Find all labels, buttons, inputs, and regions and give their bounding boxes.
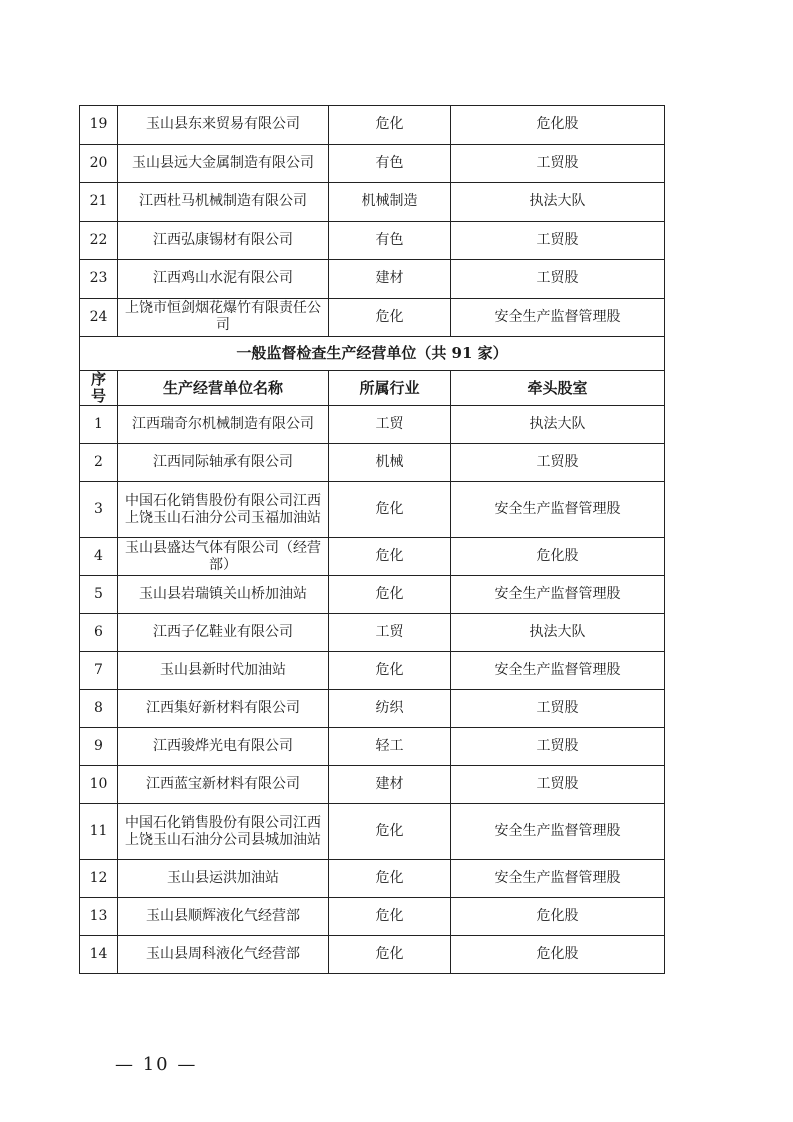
row-number: 1	[80, 406, 118, 444]
lead-department: 危化股	[451, 936, 665, 974]
lead-department: 工贸股	[451, 260, 665, 299]
lead-department: 工贸股	[451, 766, 665, 804]
row-number: 2	[80, 444, 118, 482]
header-no: 序号	[80, 371, 118, 406]
table-row	[80, 576, 665, 614]
lead-department: 执法大队	[451, 614, 665, 652]
table-row	[80, 538, 665, 576]
unit-name: 玉山县盛达气体有限公司（经营部）	[118, 538, 329, 576]
unit-name: 江西蓝宝新材料有限公司	[118, 766, 329, 804]
row-number: 21	[80, 183, 118, 222]
unit-name: 江西同际轴承有限公司	[118, 444, 329, 482]
table-row	[80, 652, 665, 690]
row-number: 7	[80, 652, 118, 690]
unit-name: 上饶市恒剑烟花爆竹有限责任公司	[118, 298, 329, 337]
table-row	[80, 406, 665, 444]
lead-department: 危化股	[451, 538, 665, 576]
row-number: 12	[80, 860, 118, 898]
unit-name: 中国石化销售股份有限公司江西上饶玉山石油分公司玉福加油站	[118, 482, 329, 538]
unit-name: 江西鸡山水泥有限公司	[118, 260, 329, 299]
row-number: 14	[80, 936, 118, 974]
industry: 机械制造	[329, 183, 451, 222]
industry: 危化	[329, 106, 451, 145]
row-number: 8	[80, 690, 118, 728]
industry: 危化	[329, 576, 451, 614]
inspection-table	[79, 105, 665, 974]
lead-department: 安全生产监督管理股	[451, 298, 665, 337]
unit-name: 江西集好新材料有限公司	[118, 690, 329, 728]
lead-department: 安全生产监督管理股	[451, 860, 665, 898]
industry: 危化	[329, 538, 451, 576]
unit-name: 玉山县顺辉液化气经营部	[118, 898, 329, 936]
header-industry: 所属行业	[329, 371, 451, 406]
lead-department: 安全生产监督管理股	[451, 576, 665, 614]
industry: 轻工	[329, 728, 451, 766]
unit-name: 江西杜马机械制造有限公司	[118, 183, 329, 222]
unit-name: 中国石化销售股份有限公司江西上饶玉山石油分公司县城加油站	[118, 804, 329, 860]
unit-name: 江西瑞奇尔机械制造有限公司	[118, 406, 329, 444]
section-title-row	[80, 337, 665, 371]
unit-name: 江西骏烨光电有限公司	[118, 728, 329, 766]
industry: 建材	[329, 260, 451, 299]
table-row	[80, 804, 665, 860]
industry: 危化	[329, 898, 451, 936]
table-row	[80, 728, 665, 766]
lead-department: 危化股	[451, 898, 665, 936]
lead-department: 工贸股	[451, 728, 665, 766]
industry: 危化	[329, 482, 451, 538]
unit-name: 江西子亿鞋业有限公司	[118, 614, 329, 652]
lead-department: 执法大队	[451, 183, 665, 222]
row-number: 13	[80, 898, 118, 936]
table-row	[80, 766, 665, 804]
row-number: 5	[80, 576, 118, 614]
row-number: 23	[80, 260, 118, 299]
row-number: 6	[80, 614, 118, 652]
table-row	[80, 444, 665, 482]
industry: 危化	[329, 652, 451, 690]
unit-name: 玉山县岩瑞镇关山桥加油站	[118, 576, 329, 614]
row-number: 19	[80, 106, 118, 145]
industry: 危化	[329, 804, 451, 860]
unit-name: 江西弘康锡材有限公司	[118, 221, 329, 260]
section-title: 一般监督检查生产经营单位（共 91 家）	[80, 337, 665, 371]
industry: 有色	[329, 221, 451, 260]
table-row	[80, 614, 665, 652]
table-row	[80, 898, 665, 936]
lead-department: 工贸股	[451, 444, 665, 482]
lead-department: 安全生产监督管理股	[451, 804, 665, 860]
table-row	[80, 690, 665, 728]
industry: 纺织	[329, 690, 451, 728]
lead-department: 危化股	[451, 106, 665, 145]
industry: 工贸	[329, 406, 451, 444]
lead-department: 安全生产监督管理股	[451, 482, 665, 538]
industry: 建材	[329, 766, 451, 804]
table-row	[80, 936, 665, 974]
lead-department: 执法大队	[451, 406, 665, 444]
table-row	[80, 106, 665, 145]
lead-department: 工贸股	[451, 690, 665, 728]
unit-name: 玉山县新时代加油站	[118, 652, 329, 690]
table-row	[80, 221, 665, 260]
row-number: 10	[80, 766, 118, 804]
header-name: 生产经营单位名称	[118, 371, 329, 406]
row-number: 9	[80, 728, 118, 766]
row-number: 20	[80, 144, 118, 183]
row-number: 3	[80, 482, 118, 538]
row-number: 24	[80, 298, 118, 337]
lead-department: 工贸股	[451, 144, 665, 183]
table-header	[80, 371, 665, 406]
table-row	[80, 260, 665, 299]
unit-name: 玉山县运洪加油站	[118, 860, 329, 898]
table-row	[80, 144, 665, 183]
lead-department: 安全生产监督管理股	[451, 652, 665, 690]
industry: 有色	[329, 144, 451, 183]
industry: 危化	[329, 860, 451, 898]
row-number: 22	[80, 221, 118, 260]
lead-department: 工贸股	[451, 221, 665, 260]
header-dept: 牵头股室	[451, 371, 665, 406]
industry: 危化	[329, 936, 451, 974]
table-row	[80, 298, 665, 337]
page-number: — 10 —	[115, 1054, 198, 1075]
unit-name: 玉山县周科液化气经营部	[118, 936, 329, 974]
unit-name: 玉山县远大金属制造有限公司	[118, 144, 329, 183]
unit-name: 玉山县东来贸易有限公司	[118, 106, 329, 145]
row-number: 11	[80, 804, 118, 860]
row-number: 4	[80, 538, 118, 576]
table-row	[80, 482, 665, 538]
industry: 危化	[329, 298, 451, 337]
table-row	[80, 183, 665, 222]
industry: 工贸	[329, 614, 451, 652]
industry: 机械	[329, 444, 451, 482]
table-row	[80, 860, 665, 898]
